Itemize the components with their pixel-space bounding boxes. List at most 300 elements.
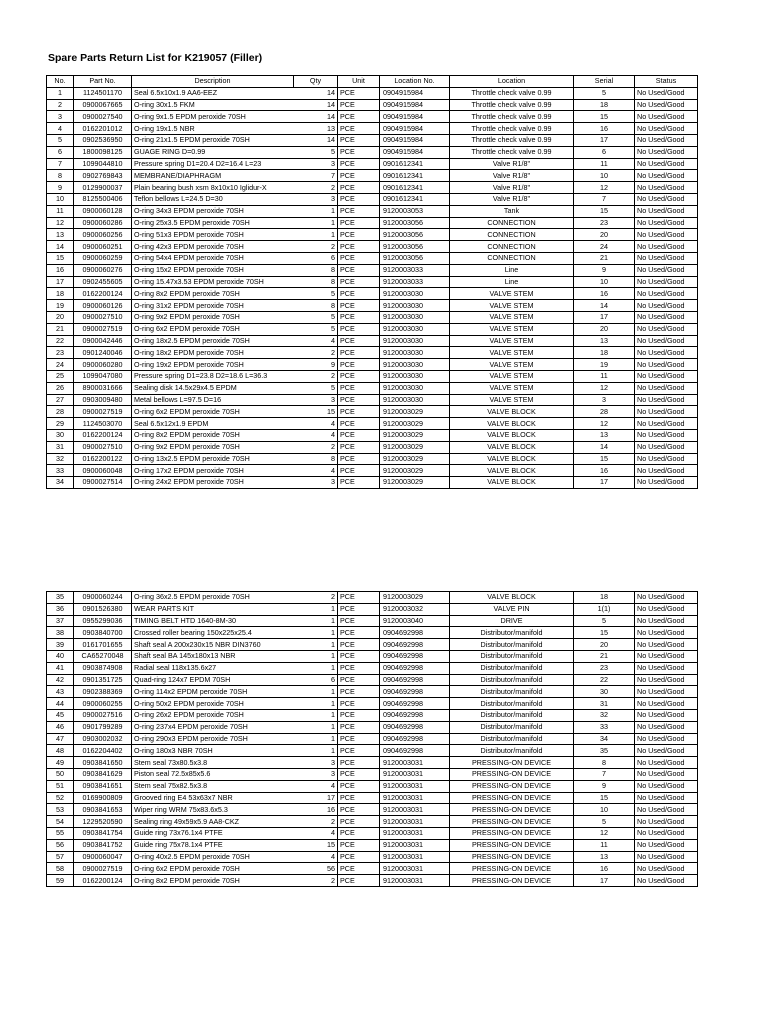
- cell-status: No Used/Good: [635, 698, 698, 710]
- cell-location-no: 9120003031: [380, 757, 450, 769]
- cell-unit: PCE: [338, 217, 380, 229]
- table-row: [47, 418, 698, 430]
- cell-description: Grooved ring E4 53x63x7 NBR: [132, 792, 294, 804]
- cell-status: No Used/Good: [635, 205, 698, 217]
- table-row: [47, 335, 698, 347]
- cell-description: O-ring 17x2 EPDM peroxide 70SH: [132, 465, 294, 477]
- cell-status: No Used/Good: [635, 662, 698, 674]
- cell-no: 47: [47, 733, 74, 745]
- table-row: [47, 170, 698, 182]
- cell-no: 14: [47, 241, 74, 253]
- cell-qty: 6: [294, 674, 338, 686]
- cell-description: Seal 6.5x10x1.9 AA6-EEZ: [132, 87, 294, 99]
- cell-unit: PCE: [338, 615, 380, 627]
- cell-qty: 1: [294, 603, 338, 615]
- cell-location-no: 9120003030: [380, 335, 450, 347]
- cell-part-no: 1124501170: [74, 87, 132, 99]
- cell-unit: PCE: [338, 709, 380, 721]
- cell-serial: 7: [574, 768, 635, 780]
- cell-status: No Used/Good: [635, 757, 698, 769]
- cell-no: 44: [47, 698, 74, 710]
- table-row: [47, 875, 698, 887]
- cell-no: 30: [47, 429, 74, 441]
- cell-description: O-ring 8x2 EPDM peroxide 70SH: [132, 875, 294, 887]
- cell-location-no: 0904692998: [380, 639, 450, 651]
- cell-status: No Used/Good: [635, 780, 698, 792]
- cell-status: No Used/Good: [635, 839, 698, 851]
- cell-status: No Used/Good: [635, 359, 698, 371]
- cell-part-no: 0900067665: [74, 99, 132, 111]
- cell-part-no: 8125500406: [74, 193, 132, 205]
- cell-status: No Used/Good: [635, 170, 698, 182]
- cell-unit: PCE: [338, 780, 380, 792]
- cell-no: 17: [47, 276, 74, 288]
- cell-location-no: 9120003056: [380, 241, 450, 253]
- cell-description: O-ring 180x3 NBR 70SH: [132, 745, 294, 757]
- cell-unit: PCE: [338, 288, 380, 300]
- cell-part-no: 0129900037: [74, 182, 132, 194]
- cell-description: O-ring 18x2 EPDM peroxide 70SH: [132, 347, 294, 359]
- cell-part-no: 0900060256: [74, 229, 132, 241]
- cell-description: Seal 6.5x12x1.9 EPDM: [132, 418, 294, 430]
- cell-status: No Used/Good: [635, 241, 698, 253]
- cell-no: 33: [47, 465, 74, 477]
- cell-qty: 1: [294, 650, 338, 662]
- cell-unit: PCE: [338, 757, 380, 769]
- cell-no: 12: [47, 217, 74, 229]
- cell-serial: 33: [574, 721, 635, 733]
- header-location-no: Location No.: [380, 76, 450, 88]
- cell-location: Throttle check valve 0.99: [450, 123, 574, 135]
- cell-part-no: 0162201012: [74, 123, 132, 135]
- table-row: [47, 851, 698, 863]
- header-part-no: Part No.: [74, 76, 132, 88]
- cell-unit: PCE: [338, 241, 380, 253]
- cell-status: No Used/Good: [635, 827, 698, 839]
- table-row: [47, 394, 698, 406]
- cell-description: O-ring 25x3.5 EPDM peroxide 70SH: [132, 217, 294, 229]
- cell-qty: 3: [294, 757, 338, 769]
- cell-serial: 19: [574, 359, 635, 371]
- cell-unit: PCE: [338, 792, 380, 804]
- table-row: [47, 382, 698, 394]
- cell-part-no: 0901799289: [74, 721, 132, 733]
- cell-description: O-ring 21x1.5 EPDM peroxide 70SH: [132, 134, 294, 146]
- cell-qty: 3: [294, 193, 338, 205]
- cell-part-no: 0900027519: [74, 406, 132, 418]
- cell-serial: 15: [574, 205, 635, 217]
- cell-status: No Used/Good: [635, 406, 698, 418]
- cell-unit: PCE: [338, 87, 380, 99]
- cell-location: PRESSING-ON DEVICE: [450, 839, 574, 851]
- cell-serial: 15: [574, 792, 635, 804]
- header-description: Description: [132, 76, 294, 88]
- cell-qty: 15: [294, 406, 338, 418]
- cell-description: O-ring 6x2 EPDM peroxide 70SH: [132, 863, 294, 875]
- cell-qty: 3: [294, 477, 338, 489]
- cell-location: PRESSING-ON DEVICE: [450, 875, 574, 887]
- cell-qty: 2: [294, 241, 338, 253]
- cell-qty: 7: [294, 170, 338, 182]
- cell-location-no: 9120003029: [380, 441, 450, 453]
- cell-qty: 2: [294, 875, 338, 887]
- cell-location: VALVE PIN: [450, 603, 574, 615]
- cell-description: O-ring 9x2 EPDM peroxide 70SH: [132, 441, 294, 453]
- cell-no: 20: [47, 311, 74, 323]
- table-row: [47, 288, 698, 300]
- cell-status: No Used/Good: [635, 134, 698, 146]
- cell-location: PRESSING-ON DEVICE: [450, 827, 574, 839]
- cell-location: VALVE BLOCK: [450, 453, 574, 465]
- cell-description: Crossed roller bearing 150x225x25.4: [132, 627, 294, 639]
- cell-location-no: 9120003030: [380, 300, 450, 312]
- table-row: [47, 347, 698, 359]
- cell-description: O-ring 36x2.5 EPDM peroxide 70SH: [132, 592, 294, 604]
- cell-part-no: 0900060286: [74, 217, 132, 229]
- cell-location-no: 9120003032: [380, 603, 450, 615]
- cell-part-no: 1124503070: [74, 418, 132, 430]
- table-row: [47, 241, 698, 253]
- cell-serial: 16: [574, 465, 635, 477]
- cell-location-no: 0904692998: [380, 627, 450, 639]
- table-row: [47, 359, 698, 371]
- table-row: [47, 816, 698, 828]
- cell-status: No Used/Good: [635, 875, 698, 887]
- cell-status: No Used/Good: [635, 276, 698, 288]
- cell-location-no: 0904692998: [380, 698, 450, 710]
- cell-location-no: 9120003029: [380, 477, 450, 489]
- cell-location: Throttle check valve 0.99: [450, 111, 574, 123]
- cell-no: 56: [47, 839, 74, 851]
- cell-unit: PCE: [338, 406, 380, 418]
- cell-description: O-ring 24x2 EPDM peroxide 70SH: [132, 477, 294, 489]
- cell-status: No Used/Good: [635, 816, 698, 828]
- cell-status: No Used/Good: [635, 146, 698, 158]
- cell-location-no: 9120003031: [380, 839, 450, 851]
- cell-serial: 22: [574, 674, 635, 686]
- table-row: [47, 441, 698, 453]
- cell-description: O-ring 26x2 EPDM peroxide 70SH: [132, 709, 294, 721]
- cell-status: No Used/Good: [635, 650, 698, 662]
- cell-part-no: 0903840700: [74, 627, 132, 639]
- cell-status: No Used/Good: [635, 477, 698, 489]
- cell-description: Quad-ring 124x7 EPDM 70SH: [132, 674, 294, 686]
- cell-serial: 15: [574, 627, 635, 639]
- table-row: [47, 839, 698, 851]
- cell-no: 16: [47, 264, 74, 276]
- cell-qty: 1: [294, 639, 338, 651]
- cell-status: No Used/Good: [635, 627, 698, 639]
- cell-location-no: 0904915984: [380, 99, 450, 111]
- cell-location: Distributor/manifold: [450, 674, 574, 686]
- cell-no: 21: [47, 323, 74, 335]
- cell-qty: 8: [294, 300, 338, 312]
- cell-location: VALVE BLOCK: [450, 418, 574, 430]
- cell-location: Distributor/manifold: [450, 627, 574, 639]
- cell-description: O-ring 114x2 EPDM peroxide 70SH: [132, 686, 294, 698]
- cell-description: O-ring 8x2 EPDM peroxide 70SH: [132, 429, 294, 441]
- cell-serial: 12: [574, 182, 635, 194]
- cell-location: Distributor/manifold: [450, 709, 574, 721]
- cell-location-no: 0904915984: [380, 123, 450, 135]
- cell-part-no: 0162200122: [74, 453, 132, 465]
- cell-location: VALVE STEM: [450, 311, 574, 323]
- cell-unit: PCE: [338, 839, 380, 851]
- cell-location-no: 0904692998: [380, 662, 450, 674]
- cell-location: Throttle check valve 0.99: [450, 87, 574, 99]
- cell-no: 39: [47, 639, 74, 651]
- cell-unit: PCE: [338, 429, 380, 441]
- cell-no: 51: [47, 780, 74, 792]
- cell-description: O-ring 15x2 EPDM peroxide 70SH: [132, 264, 294, 276]
- table-row: [47, 300, 698, 312]
- cell-serial: 11: [574, 158, 635, 170]
- cell-no: 37: [47, 615, 74, 627]
- cell-status: No Used/Good: [635, 158, 698, 170]
- cell-location-no: 9120003056: [380, 229, 450, 241]
- cell-part-no: 0900060047: [74, 851, 132, 863]
- cell-unit: PCE: [338, 477, 380, 489]
- cell-status: No Used/Good: [635, 382, 698, 394]
- cell-part-no: 1099047080: [74, 370, 132, 382]
- parts-table-1: [46, 75, 698, 489]
- cell-location: VALVE STEM: [450, 323, 574, 335]
- cell-no: 3: [47, 111, 74, 123]
- cell-location-no: 0904915984: [380, 146, 450, 158]
- cell-qty: 1: [294, 627, 338, 639]
- parts-table-2: [46, 591, 698, 887]
- cell-qty: 5: [294, 146, 338, 158]
- table-row: [47, 158, 698, 170]
- cell-serial: 24: [574, 241, 635, 253]
- cell-qty: 5: [294, 382, 338, 394]
- cell-unit: PCE: [338, 134, 380, 146]
- cell-description: Pressure spring D1=23.8 D2=18.6 L=36.3: [132, 370, 294, 382]
- cell-qty: 5: [294, 288, 338, 300]
- cell-status: No Used/Good: [635, 111, 698, 123]
- cell-serial: 14: [574, 441, 635, 453]
- cell-no: 48: [47, 745, 74, 757]
- cell-status: No Used/Good: [635, 252, 698, 264]
- cell-qty: 2: [294, 347, 338, 359]
- cell-part-no: 0901351725: [74, 674, 132, 686]
- cell-location: Distributor/manifold: [450, 721, 574, 733]
- cell-qty: 13: [294, 123, 338, 135]
- table-row: [47, 615, 698, 627]
- cell-status: No Used/Good: [635, 592, 698, 604]
- cell-unit: PCE: [338, 347, 380, 359]
- cell-serial: 17: [574, 477, 635, 489]
- cell-status: No Used/Good: [635, 370, 698, 382]
- cell-status: No Used/Good: [635, 441, 698, 453]
- cell-location: VALVE STEM: [450, 359, 574, 371]
- cell-unit: PCE: [338, 863, 380, 875]
- cell-description: O-ring 54x4 EPDM peroxide 70SH: [132, 252, 294, 264]
- table-row: [47, 674, 698, 686]
- cell-description: O-ring 19x2 EPDM peroxide 70SH: [132, 359, 294, 371]
- cell-status: No Used/Good: [635, 709, 698, 721]
- cell-location: PRESSING-ON DEVICE: [450, 792, 574, 804]
- cell-location-no: 0904692998: [380, 733, 450, 745]
- table-row: [47, 792, 698, 804]
- cell-location-no: 9120003029: [380, 453, 450, 465]
- cell-no: 23: [47, 347, 74, 359]
- cell-qty: 3: [294, 158, 338, 170]
- cell-no: 26: [47, 382, 74, 394]
- table-row: [47, 650, 698, 662]
- cell-location: VALVE BLOCK: [450, 441, 574, 453]
- cell-description: Guide ring 73x76.1x4 PTFE: [132, 827, 294, 839]
- cell-no: 58: [47, 863, 74, 875]
- cell-qty: 14: [294, 134, 338, 146]
- cell-description: O-ring 6x2 EPDM peroxide 70SH: [132, 406, 294, 418]
- cell-serial: 5: [574, 615, 635, 627]
- cell-part-no: 8900031666: [74, 382, 132, 394]
- cell-location: Line: [450, 264, 574, 276]
- table-row: [47, 627, 698, 639]
- cell-serial: 16: [574, 123, 635, 135]
- table-row: [47, 370, 698, 382]
- cell-location: VALVE STEM: [450, 335, 574, 347]
- cell-qty: 1: [294, 698, 338, 710]
- cell-location-no: 0904915984: [380, 134, 450, 146]
- cell-location: Valve R1/8": [450, 182, 574, 194]
- cell-description: Shaft seal A 200x230x15 NBR DIN3760: [132, 639, 294, 651]
- cell-status: No Used/Good: [635, 418, 698, 430]
- cell-part-no: 0161701655: [74, 639, 132, 651]
- cell-description: O-ring 31x2 EPDM peroxide 70SH: [132, 300, 294, 312]
- cell-part-no: 0900060048: [74, 465, 132, 477]
- cell-qty: 5: [294, 323, 338, 335]
- cell-serial: 12: [574, 827, 635, 839]
- cell-status: No Used/Good: [635, 721, 698, 733]
- cell-location-no: 9120003031: [380, 851, 450, 863]
- cell-location: PRESSING-ON DEVICE: [450, 851, 574, 863]
- cell-qty: 2: [294, 441, 338, 453]
- cell-location: Distributor/manifold: [450, 650, 574, 662]
- cell-description: Teflon bellows L=24.5 D=30: [132, 193, 294, 205]
- cell-unit: PCE: [338, 768, 380, 780]
- cell-unit: PCE: [338, 639, 380, 651]
- cell-qty: 16: [294, 804, 338, 816]
- cell-status: No Used/Good: [635, 123, 698, 135]
- cell-location-no: 9120003031: [380, 863, 450, 875]
- cell-description: O-ring 13x2.5 EPDM peroxide 70SH: [132, 453, 294, 465]
- cell-description: Shaft seal BA 145x180x13 NBR: [132, 650, 294, 662]
- cell-location-no: 9120003029: [380, 465, 450, 477]
- cell-location-no: 9120003031: [380, 792, 450, 804]
- cell-serial: 20: [574, 323, 635, 335]
- cell-no: 32: [47, 453, 74, 465]
- table-row: [47, 182, 698, 194]
- cell-description: Stem seal 75x82.5x3.8: [132, 780, 294, 792]
- cell-unit: PCE: [338, 733, 380, 745]
- cell-unit: PCE: [338, 827, 380, 839]
- cell-description: O-ring 237x4 EPDM peroxide 70SH: [132, 721, 294, 733]
- cell-unit: PCE: [338, 229, 380, 241]
- cell-unit: PCE: [338, 627, 380, 639]
- cell-unit: PCE: [338, 603, 380, 615]
- cell-location-no: 0904915984: [380, 111, 450, 123]
- cell-status: No Used/Good: [635, 288, 698, 300]
- cell-qty: 17: [294, 792, 338, 804]
- cell-qty: 1: [294, 217, 338, 229]
- cell-no: 38: [47, 627, 74, 639]
- cell-description: O-ring 30x1.5 FKM: [132, 99, 294, 111]
- cell-description: O-ring 15.47x3.53 EPDM peroxide 70SH: [132, 276, 294, 288]
- cell-serial: 18: [574, 99, 635, 111]
- cell-location: Distributor/manifold: [450, 686, 574, 698]
- cell-unit: PCE: [338, 592, 380, 604]
- cell-description: O-ring 34x3 EPDM peroxide 70SH: [132, 205, 294, 217]
- cell-status: No Used/Good: [635, 323, 698, 335]
- cell-status: No Used/Good: [635, 863, 698, 875]
- cell-serial: 17: [574, 134, 635, 146]
- cell-serial: 17: [574, 311, 635, 323]
- cell-status: No Used/Good: [635, 615, 698, 627]
- cell-unit: PCE: [338, 418, 380, 430]
- cell-description: Stem seal 73x80.5x3.8: [132, 757, 294, 769]
- cell-description: Pressure spring D1=20.4 D2=16.4 L=23: [132, 158, 294, 170]
- cell-part-no: 0903002032: [74, 733, 132, 745]
- cell-part-no: 0900060259: [74, 252, 132, 264]
- cell-description: Piston seal 72.5x85x5.6: [132, 768, 294, 780]
- cell-no: 52: [47, 792, 74, 804]
- cell-unit: PCE: [338, 300, 380, 312]
- cell-part-no: 0902455605: [74, 276, 132, 288]
- cell-location: DRIVE: [450, 615, 574, 627]
- cell-serial: 32: [574, 709, 635, 721]
- cell-part-no: 0900060126: [74, 300, 132, 312]
- table-row: [47, 757, 698, 769]
- table-row: [47, 193, 698, 205]
- cell-part-no: 0900060276: [74, 264, 132, 276]
- table-row: [47, 87, 698, 99]
- cell-no: 11: [47, 205, 74, 217]
- cell-unit: PCE: [338, 111, 380, 123]
- cell-qty: 1: [294, 662, 338, 674]
- table-row: [47, 721, 698, 733]
- cell-status: No Used/Good: [635, 851, 698, 863]
- cell-qty: 3: [294, 768, 338, 780]
- cell-location: VALVE BLOCK: [450, 406, 574, 418]
- cell-serial: 14: [574, 300, 635, 312]
- cell-qty: 1: [294, 721, 338, 733]
- cell-location-no: 0901612341: [380, 182, 450, 194]
- cell-no: 6: [47, 146, 74, 158]
- cell-unit: PCE: [338, 650, 380, 662]
- cell-no: 4: [47, 123, 74, 135]
- cell-no: 9: [47, 182, 74, 194]
- cell-unit: PCE: [338, 394, 380, 406]
- cell-qty: 2: [294, 592, 338, 604]
- cell-unit: PCE: [338, 745, 380, 757]
- cell-description: O-ring 19x1.5 NBR: [132, 123, 294, 135]
- cell-unit: PCE: [338, 170, 380, 182]
- table-row: [47, 311, 698, 323]
- table-row: [47, 639, 698, 651]
- cell-location-no: 9120003030: [380, 347, 450, 359]
- cell-qty: 15: [294, 839, 338, 851]
- cell-part-no: 1099044810: [74, 158, 132, 170]
- cell-location-no: 9120003031: [380, 875, 450, 887]
- table-row: [47, 123, 698, 135]
- cell-location-no: 9120003031: [380, 768, 450, 780]
- cell-location: VALVE STEM: [450, 394, 574, 406]
- table-row: [47, 217, 698, 229]
- cell-location: VALVE BLOCK: [450, 429, 574, 441]
- cell-qty: 1: [294, 733, 338, 745]
